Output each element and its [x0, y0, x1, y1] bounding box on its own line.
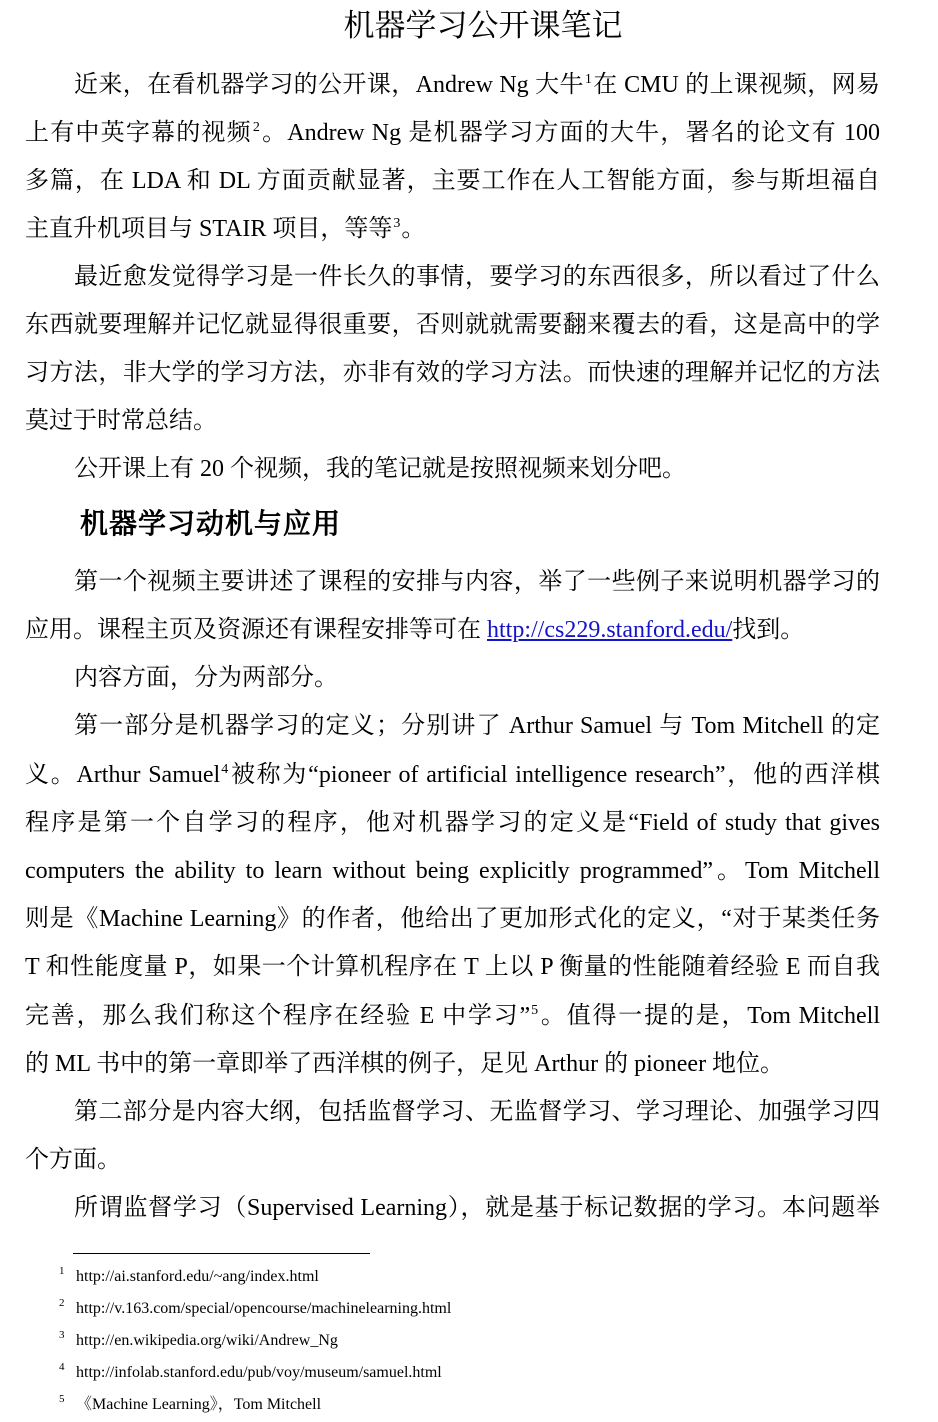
footnote-item: 2 http://v.163.com/special/opencourse/machinelearning.html — [59, 1297, 452, 1317]
text-run: 习方法，非大学的学习方法，亦非有效的学习方法。而快速的理解并记忆的方法 — [25, 360, 880, 386]
text-run: 最近愈发觉得学习是一件长久的事情，要学习的东西很多，所以看过了什么 — [74, 264, 880, 290]
footnote-item: 1 http://ai.stanford.edu/~ang/index.html — [59, 1265, 319, 1285]
paragraph-intro-2 — [25, 253, 880, 445]
paragraph-intro-3 — [25, 445, 880, 493]
footnote-text: http://infolab.stanford.edu/pub/voy/museum/samuel.html — [76, 1364, 442, 1381]
footnote-ref: 1 — [584, 72, 592, 87]
text-run: 多篇，在 LDA 和 DL 方面贡献显著，主要工作在人工智能方面，参与斯坦福自 — [25, 168, 880, 194]
paragraph-intro-1 — [25, 61, 880, 253]
text-line — [25, 702, 880, 750]
text-line — [25, 1184, 880, 1232]
paragraph-section-5 — [25, 1184, 880, 1232]
text-line — [25, 61, 880, 109]
text-line — [25, 847, 880, 895]
text-run: 个方面。 — [25, 1147, 121, 1174]
text-run: 内容方面，分为两部分。 — [74, 665, 338, 692]
text-run: 被称为“pioneer of artificial intelligence research”，他的西洋棋 — [229, 761, 880, 788]
page-title: 机器学习公开课笔记 — [343, 8, 623, 43]
text-line — [25, 799, 880, 847]
text-run: 的 ML 书中的第一章即举了西洋棋的例子，足见 Arthur 的 pioneer 地位。 — [25, 1050, 785, 1077]
footnote-ref: 2 — [252, 120, 260, 135]
text-line — [25, 751, 880, 799]
text-run: 第二部分是内容大纲，包括监督学习、无监督学习、学习理论、加强学习四 — [74, 1098, 880, 1125]
text-line — [25, 895, 880, 943]
text-run: 找到。 — [732, 617, 805, 644]
text-run: 完善，那么我们称这个程序在经验 E 中学习” — [25, 1002, 531, 1029]
footnote-ref: 5 — [531, 1002, 539, 1018]
text-line — [25, 943, 880, 991]
footnote-divider — [73, 1253, 370, 1254]
text-line — [25, 349, 880, 397]
text-run: 。值得一提的是，Tom Mitchell — [539, 1002, 880, 1029]
text-run: 主直升机项目与 STAIR 项目，等等 — [25, 216, 393, 242]
footnote-text: http://en.wikipedia.org/wiki/Andrew_Ng — [76, 1332, 338, 1349]
footnote-item: 3 http://en.wikipedia.org/wiki/Andrew_Ng — [59, 1329, 338, 1349]
footnotes — [59, 1261, 679, 1421]
course-homepage-link[interactable]: http://cs229.stanford.edu/ — [487, 617, 733, 644]
paragraph-section-3 — [25, 702, 880, 1088]
text-line — [25, 606, 880, 654]
text-run: 所谓监督学习（Supervised Learning），就是基于标记数据的学习。本问题举 — [74, 1195, 880, 1222]
text-run: 应用。课程主页及资源还有课程安排等可在 — [25, 617, 487, 644]
text-run: T 和性能度量 P，如果一个计算机程序在 T 上以 P 衡量的性能随着经验 E 而自我 — [25, 954, 880, 981]
text-line — [25, 558, 880, 606]
text-line — [25, 992, 880, 1040]
text-line — [25, 1040, 880, 1088]
footnote-ref: 4 — [221, 761, 229, 777]
text-line — [25, 109, 880, 157]
section-body — [25, 558, 880, 1233]
footnote-text: 《Machine Learning》，Tom Mitchell — [76, 1396, 322, 1413]
text-run: 第一部分是机器学习的定义；分别讲了 Arthur Samuel 与 Tom Mitchell 的定 — [74, 713, 880, 740]
text-line — [25, 1088, 880, 1136]
text-line — [25, 301, 880, 349]
text-run: 近来，在看机器学习的公开课，Andrew Ng 大牛 — [74, 72, 584, 98]
footnote-ref: 3 — [393, 216, 401, 231]
text-run: 第一个视频主要讲述了课程的安排与内容，举了一些例子来说明机器学习的 — [74, 568, 880, 595]
footnote-text: http://ai.stanford.edu/~ang/index.html — [76, 1268, 319, 1285]
section-heading: 机器学习动机与应用 — [80, 508, 342, 539]
footnote-item: 5 《Machine Learning》，Tom Mitchell — [59, 1393, 322, 1413]
footnote-text: http://v.163.com/special/opencourse/machinelearning.html — [76, 1300, 452, 1317]
text-run: 义。Arthur Samuel — [25, 761, 221, 788]
text-line — [25, 445, 880, 493]
text-run: 公开课上有 20 个视频，我的笔记就是按照视频来划分吧。 — [74, 456, 686, 482]
text-line — [25, 654, 880, 702]
text-line — [25, 205, 880, 253]
text-run: 在 CMU 的上课视频，网易 — [592, 72, 880, 98]
text-run: computers the ability to learn without being explicitly programmed”。Tom Mitchell — [25, 858, 880, 885]
intro-section — [25, 61, 880, 493]
text-run: 则是《Machine Learning》的作者，他给出了更加形式化的定义，“对于某类任务 — [25, 906, 880, 933]
text-line — [25, 397, 880, 445]
text-run: 上有中英字幕的视频 — [25, 120, 252, 146]
text-line — [25, 1136, 880, 1184]
text-run: 。 — [401, 216, 426, 242]
text-line — [25, 157, 880, 205]
text-line — [25, 253, 880, 301]
text-run: 程序是第一个自学习的程序，他对机器学习的定义是“Field of study that gives — [25, 809, 880, 836]
text-run: 。Andrew Ng 是机器学习方面的大牛，署名的论文有 100 — [260, 120, 881, 146]
paragraph-section-4 — [25, 1088, 880, 1184]
text-run: 东西就要理解并记忆就显得很重要，否则就就需要翻来覆去的看，这是高中的学 — [25, 312, 880, 338]
footnote-item: 4 http://infolab.stanford.edu/pub/voy/museum/samuel.html — [59, 1361, 442, 1381]
paragraph-section-2 — [25, 654, 880, 702]
paragraph-section-1 — [25, 558, 880, 654]
text-run: 莫过于时常总结。 — [25, 408, 217, 434]
